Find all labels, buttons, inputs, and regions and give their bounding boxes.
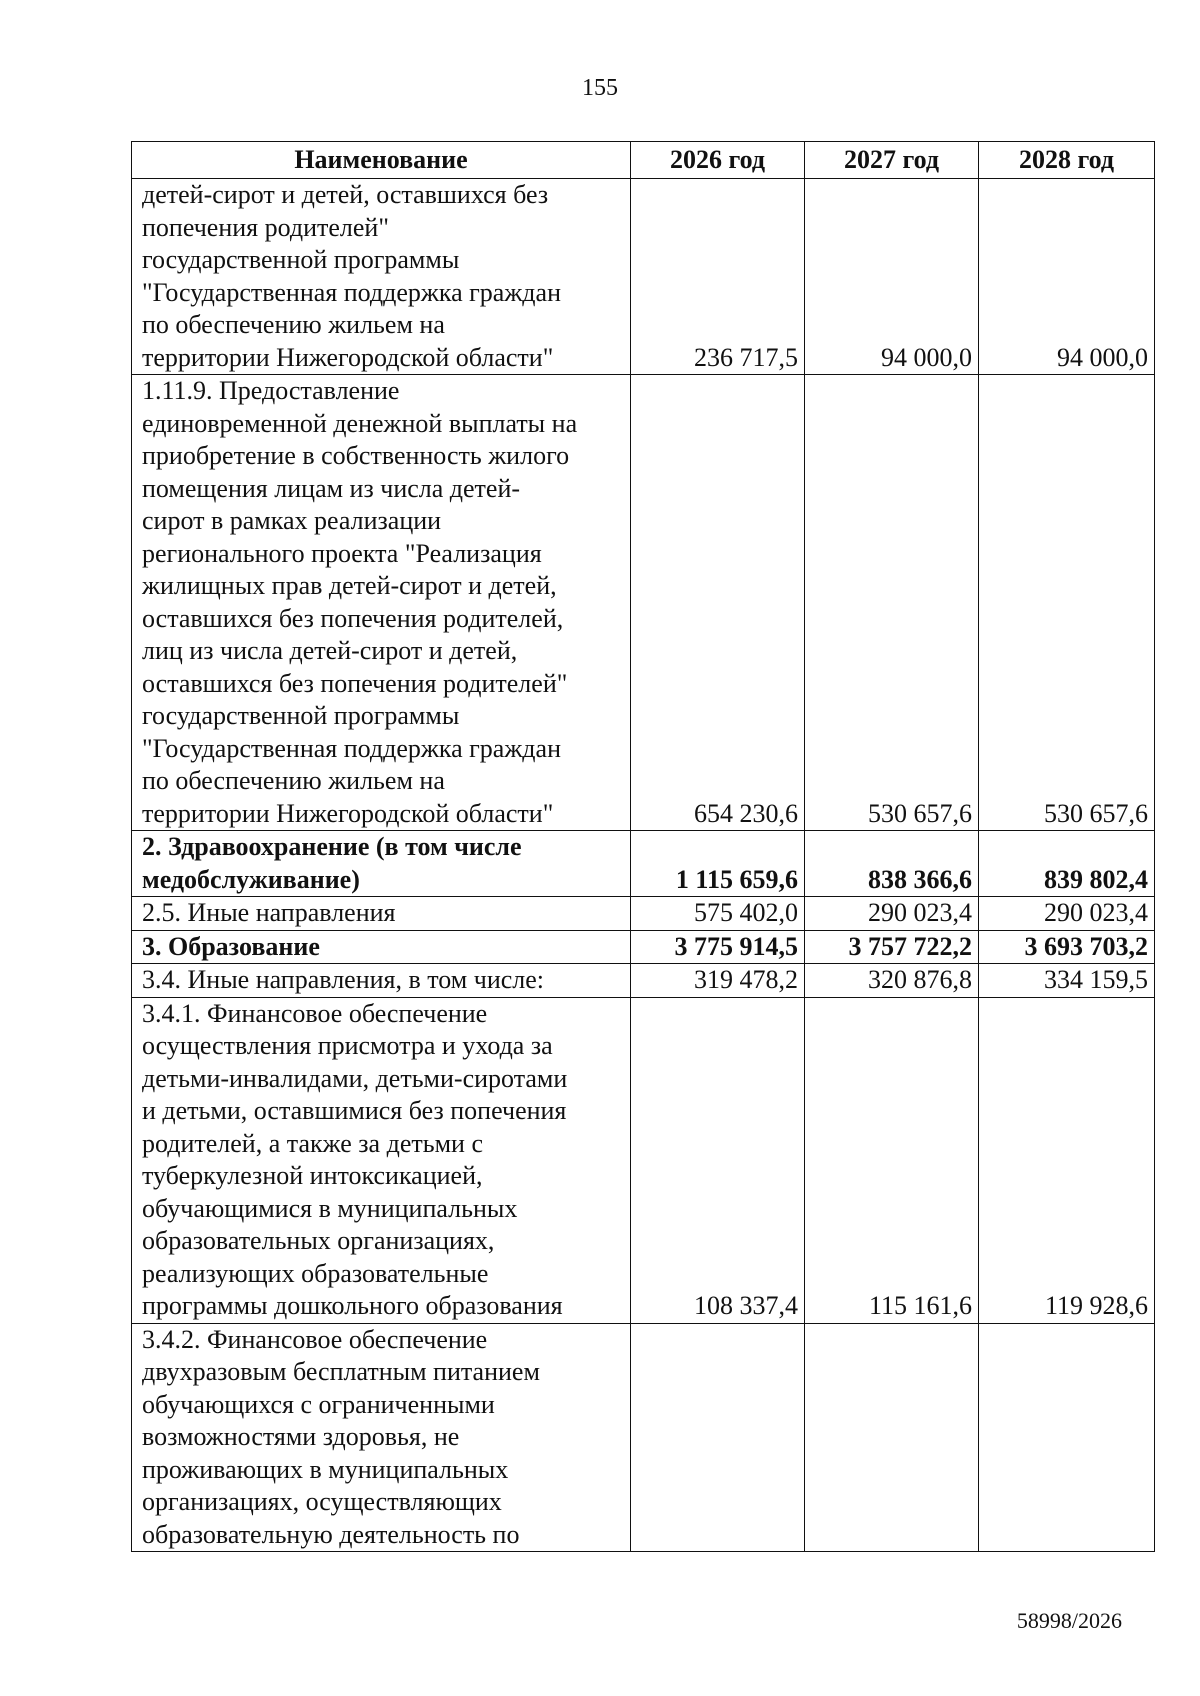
row-value-2026: 654 230,6 [631,375,805,831]
row-value-2026: 1 115 659,6 [631,831,805,897]
row-name: 1.11.9. Предоставление единовременной денежной выплаты на приобретение в собственность жилого помещения лицам из числа детей- сирот в рамках реализации регионального проекта "Реализация жилищных прав детей-сирот и детей, оставшихся без попечения родителей, лиц из числа детей-сирот и детей, оставшихся без попечения родителей" государственной программы "Государственная поддержка граждан по обеспечению жильем на территории Нижегородской области" [132,375,631,831]
row-value-2027: 94 000,0 [805,179,979,375]
table-row [132,997,1155,1323]
table-row-section [132,831,1155,897]
row-value-2026 [631,1323,805,1552]
header-2028: 2028 год [979,142,1155,179]
row-value-2027: 290 023,4 [805,897,979,931]
budget-table [131,141,1155,1552]
row-value-2027: 3 757 722,2 [805,930,979,964]
table-header-row [132,142,1155,179]
row-value-2027: 115 161,6 [805,997,979,1323]
table-row [132,375,1155,831]
row-value-2028: 119 928,6 [979,997,1155,1323]
row-value-2028: 290 023,4 [979,897,1155,931]
row-value-2028: 839 802,4 [979,831,1155,897]
row-value-2028: 530 657,6 [979,375,1155,831]
row-value-2026: 319 478,2 [631,964,805,998]
header-name: Наименование [132,142,631,179]
row-value-2026: 575 402,0 [631,897,805,931]
row-value-2027: 530 657,6 [805,375,979,831]
document-code: 58998/2026 [1016,1608,1122,1633]
page-number: 155 [582,75,618,101]
header-2027: 2027 год [805,142,979,179]
row-name: 3. Образование [132,930,631,964]
table-row [132,1323,1155,1552]
row-value-2028: 334 159,5 [979,964,1155,998]
row-value-2027 [805,1323,979,1552]
table-row [132,897,1155,931]
row-value-2026: 236 717,5 [631,179,805,375]
row-value-2028 [979,1323,1155,1552]
row-name: 3.4.1. Финансовое обеспечение осуществления присмотра и ухода за детьми-инвалидами, детьми-сиротами и детьми, оставшимися без попечения родителей, а также за детьми с туберкулезной интоксикацией, обучающимися в муниципальных образовательных организациях, реализующих образовательные программы дошкольного образования [132,997,631,1323]
row-name: 3.4. Иные направления, в том числе: [132,964,631,998]
row-value-2027: 320 876,8 [805,964,979,998]
table-row [132,964,1155,998]
row-value-2028: 94 000,0 [979,179,1155,375]
table-row [132,179,1155,375]
row-value-2028: 3 693 703,2 [979,930,1155,964]
table-row-section [132,930,1155,964]
row-name: 2.5. Иные направления [132,897,631,931]
row-name: детей-сирот и детей, оставшихся без попечения родителей" государственной программы "Государственная поддержка граждан по обеспечению жильем на территории Нижегородской области" [132,179,631,375]
row-value-2026: 108 337,4 [631,997,805,1323]
row-name: 2. Здравоохранение (в том числе медобслуживание) [132,831,631,897]
row-value-2027: 838 366,6 [805,831,979,897]
row-value-2026: 3 775 914,5 [631,930,805,964]
row-name: 3.4.2. Финансовое обеспечение двухразовым бесплатным питанием обучающихся с ограниченными возможностями здоровья, не проживающих в муниципальных организациях, осуществляющих образовательную деятельность по [132,1323,631,1552]
header-2026: 2026 год [631,142,805,179]
